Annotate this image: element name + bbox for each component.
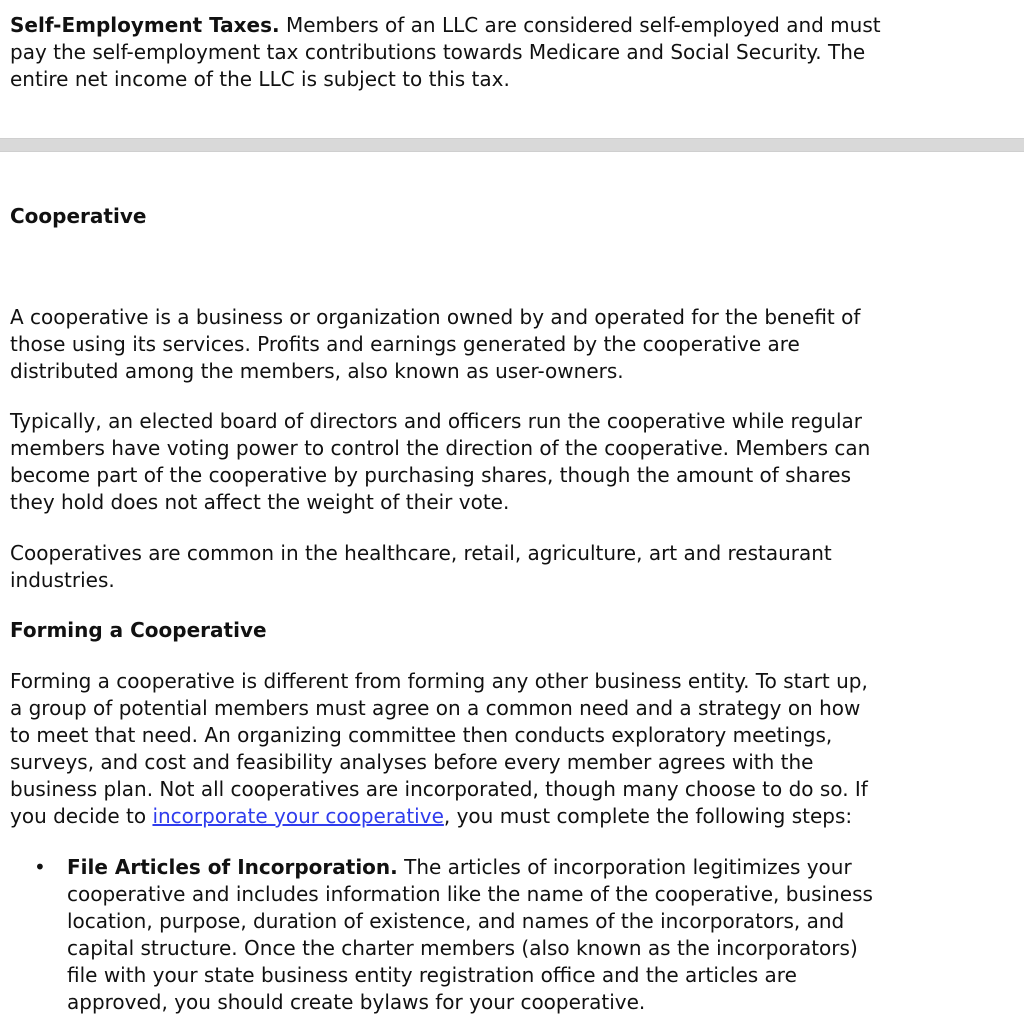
cooperative-paragraph-1: A cooperative is a business or organization owned by and operated for the benefit of those using its services. Profits and earnings generated by the cooperative are distributed among the members, also known as user-owners. xyxy=(10,305,861,383)
section-divider xyxy=(0,138,1024,152)
bullet-label: File Articles of Incorporation. xyxy=(67,855,398,879)
llc-tax-label: Self-Employment Taxes. xyxy=(10,13,280,37)
forming-paragraph: Forming a cooperative is different from forming any other business entity. To start up, a group of potential members must agree on a common need and a strategy on how to meet that need. An organizing committee then conducts exploratory meetings, surveys, and cost and feasibility analyses before every member agrees with the business plan. Not all cooperatives are incorporated, though many choose to do so. If you decide to incorporate your cooperative, you must complete the following steps: xyxy=(10,669,868,828)
llc-tax-paragraph: Self-Employment Taxes. Members of an LLC are considered self-employed and must pay the self-employment tax contributions towards Medicare and Social Security. The entire net income of the LLC is subject to this tax. xyxy=(10,13,881,91)
bullet-articles-of-incorporation: File Articles of Incorporation. The articles of incorporation legitimizes your cooperative and includes information like the name of the cooperative, business location, purpose, duration of existence, and names of the incorporators, and capital structure. Once the charter members (also known as the incorporators) file with your state business entity registration office and the articles are approved, you should create bylaws for your cooperative. xyxy=(67,855,873,1014)
forming-heading: Forming a Cooperative xyxy=(10,618,267,642)
incorporate-cooperative-link[interactable]: incorporate your cooperative xyxy=(152,804,444,828)
cooperative-paragraph-3: Cooperatives are common in the healthcare, retail, agriculture, art and restaurant industries. xyxy=(10,541,832,592)
cooperative-heading: Cooperative xyxy=(10,204,147,228)
bullet-icon: • xyxy=(34,855,46,879)
cooperative-paragraph-2: Typically, an elected board of directors and officers run the cooperative while regular members have voting power to control the direction of the cooperative. Members can become part of the cooperative by purchasing shares, though the amount of shares they hold does not affect the weight of their vote. xyxy=(10,409,871,514)
